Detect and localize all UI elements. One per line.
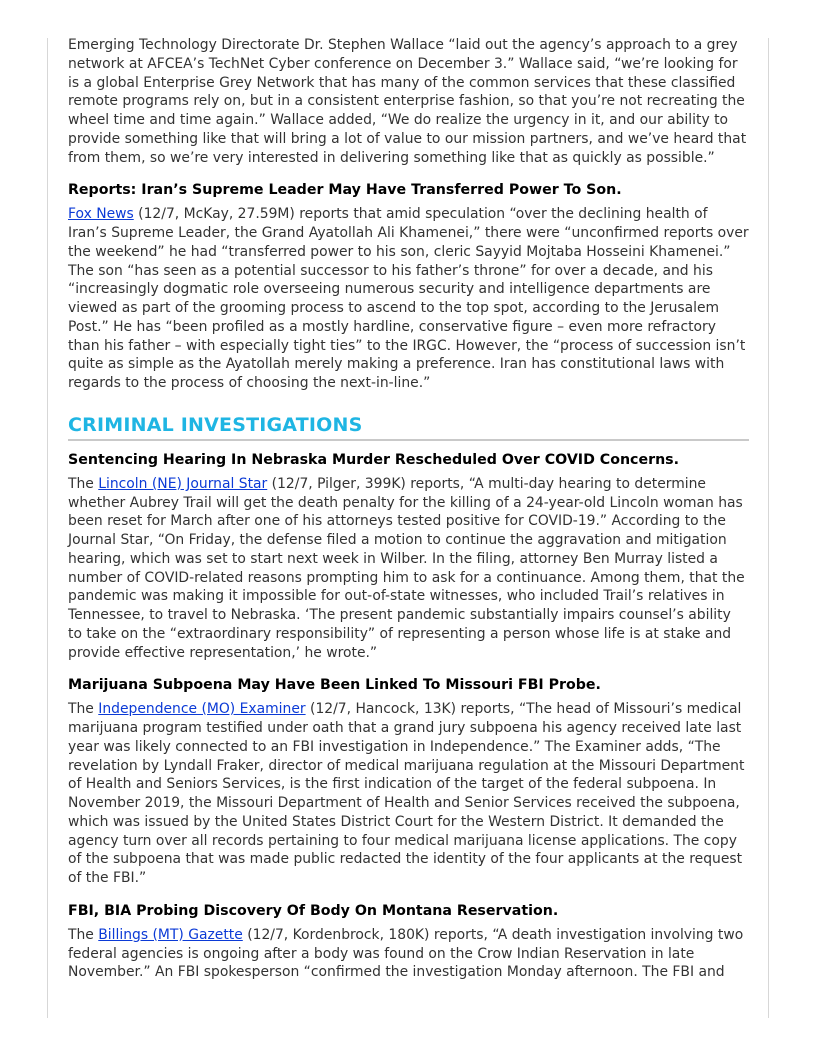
article-body xyxy=(68,475,749,663)
article-montana xyxy=(68,902,749,982)
article-headline: Marijuana Subpoena May Have Been Linked To Missouri FBI Probe. xyxy=(68,677,601,694)
article-headline: Sentencing Hearing In Nebraska Murder Rescheduled Over COVID Concerns. xyxy=(68,451,680,468)
source-link-independence-examiner[interactable]: Independence (MO) Examiner xyxy=(98,701,306,718)
article-prefix: The xyxy=(68,701,99,718)
article-prefix: The xyxy=(68,926,99,943)
source-link-lincoln-journal-star[interactable]: Lincoln (NE) Journal Star xyxy=(98,475,268,492)
source-link-fox-news[interactable]: Fox News xyxy=(68,206,134,223)
article-headline: Reports: Iran’s Supreme Leader May Have Transferred Power To Son. xyxy=(68,182,622,199)
intro-paragraph: Emerging Technology Directorate Dr. Stephen Wallace “laid out the agency’s approach to a grey network at AFCEA’s TechNet Cyber conference on December 3.” Wallace said, “we’re looking for is a global Enterprise Grey Network that has many of the common services that these classified remote programs rely on, but in a consistent enterprise fashion, so that you’re not recreating the wheel time and time again.” Wallace added, “We do realize the urgency in it, and our ability to provide something like that will bring a lot of value to our mission partners, and we’ve heard that from them, so we’re very interested in delivering something like that as quickly as possible.” xyxy=(68,37,747,166)
article-text: (12/7, Pilger, 399K) reports, “A multi-day hearing to determine whether Aubrey Trail will get the death penalty for the killing of a 24-year-old Lincoln woman has been reset for March after one of his attorneys tested positive for COVID-19.” According to the Journal Star, “On Friday, the defense filed a motion to continue the aggravation and mitigation hearing, which was set to start next week in Wilber. In the filing, attorney Ben Murray listed a number of COVID-related reasons prompting him to ask for a continuance. Among them, that the pandemic was making it impossible for out-of-state witnesses, who included Trail’s relatives in Tennessee, to travel to Nebraska. ‘The present pandemic substantially impairs counsel’s ability to take on the “extraordinary responsibility” of representing a person whose life is at stake and provide effective representation,’ he wrote.” xyxy=(68,475,745,661)
article-text: (12/7, McKay, 27.59M) reports that amid speculation “over the declining health of Iran’s Supreme Leader, the Grand Ayatollah Ali Khamenei,” there were “unconfirmed reports over the weekend” he had “transferred power to his son, cleric Sayyid Mojtaba Hosseini Khamenei.” The son “has seen as a potential successor to his father’s throne” for over a decade, and his “increasingly dogmatic role overseeing numerous security and intelligence departments are viewed as part of the grooming process to ascend to the top spot, according to the Jerusalem Post.” He has “been profiled as a mostly hardline, conservative figure – even more refractory than his father – with especially tight ties” to the IRGC. However, the “process of succession isn’t quite as simple as the Ayatollah merely making a preference. Iran has constitutional laws with regards to the process of choosing the next-in-line.” xyxy=(68,206,749,391)
article-nebraska xyxy=(68,451,749,663)
article-headline: FBI, BIA Probing Discovery Of Body On Montana Reservation. xyxy=(68,902,559,919)
article-body xyxy=(68,205,749,393)
page-border-right xyxy=(768,38,769,1018)
section-heading-criminal-investigations: CRIMINAL INVESTIGATIONS xyxy=(68,413,749,441)
article-missouri xyxy=(68,676,749,888)
article-iran xyxy=(68,181,749,393)
page-border-left xyxy=(47,38,48,1018)
article-prefix: The xyxy=(68,475,99,492)
article-body xyxy=(68,926,749,982)
source-link-billings-gazette[interactable]: Billings (MT) Gazette xyxy=(98,926,243,943)
article-text: (12/7, Kordenbrock, 180K) reports, “A death investigation involving two federal agencies is ongoing after a body was found on the Crow Indian Reservation in late November.” An FBI spokesperson “confirmed the investigation Monday afternoon. The FBI and xyxy=(68,926,744,981)
article-body xyxy=(68,700,749,888)
article-text: (12/7, Hancock, 13K) reports, “The head of Missouri’s medical marijuana program testified under oath that a grand jury subpoena his agency received late last year was likely connected to an FBI investigation in Independence.” The Examiner adds, “The revelation by Lyndall Fraker, director of medical marijuana regulation at the Missouri Department of Health and Seniors Services, is the first indication of the target of the federal subpoena. In November 2019, the Missouri Department of Health and Senior Services received the subpoena, which was issued by the United States District Court for the Western District. It demanded the agency turn over all records pertaining to four medical marijuana license applications. The copy of the subpoena that was made public redacted the identity of the four applicants at the request of the FBI.” xyxy=(68,701,745,886)
newsletter-content xyxy=(68,36,749,996)
